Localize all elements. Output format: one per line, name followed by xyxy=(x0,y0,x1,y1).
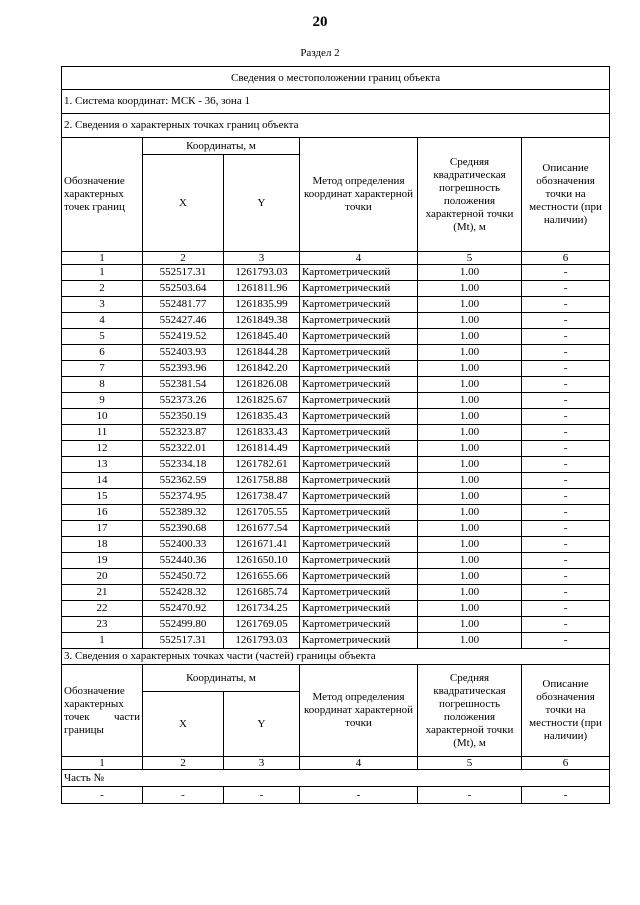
table-row xyxy=(62,329,610,345)
description: - xyxy=(522,265,610,281)
coord-x: 552373.26 xyxy=(143,393,224,409)
coord-y: 1261650.10 xyxy=(224,553,300,569)
description: - xyxy=(522,345,610,361)
description: - xyxy=(522,313,610,329)
description: - xyxy=(522,505,610,521)
s3-col-number: 6 xyxy=(522,757,610,770)
point-number: 23 xyxy=(62,617,143,633)
method: Картометрический xyxy=(300,585,418,601)
coord-x: 552322.01 xyxy=(143,441,224,457)
description: - xyxy=(522,441,610,457)
method: Картометрический xyxy=(300,265,418,281)
description: - xyxy=(522,409,610,425)
table-row xyxy=(62,553,610,569)
point-number: 15 xyxy=(62,489,143,505)
point-number: 1 xyxy=(62,265,143,281)
error: 1.00 xyxy=(418,329,522,345)
col-x-header: X xyxy=(143,155,224,252)
coord-y: 1261825.67 xyxy=(224,393,300,409)
table-row xyxy=(62,617,610,633)
coord-x: 552470.92 xyxy=(143,601,224,617)
point-number: 14 xyxy=(62,473,143,489)
description: - xyxy=(522,521,610,537)
description: - xyxy=(522,457,610,473)
col-number: 6 xyxy=(522,252,610,265)
method: Картометрический xyxy=(300,537,418,553)
s3-col-number: 1 xyxy=(62,757,143,770)
error: 1.00 xyxy=(418,425,522,441)
col-method-header: Метод определения координат характерной точки xyxy=(300,138,418,252)
method: Картометрический xyxy=(300,489,418,505)
coord-y: 1261782.61 xyxy=(224,457,300,473)
s3-col-number: 3 xyxy=(224,757,300,770)
boundary-document xyxy=(61,66,609,804)
coord-y: 1261835.99 xyxy=(224,297,300,313)
method: Картометрический xyxy=(300,361,418,377)
description: - xyxy=(522,489,610,505)
coord-y: 1261705.55 xyxy=(224,505,300,521)
col-desc-header: Описание обозначения точки на местности (при наличии) xyxy=(522,138,610,252)
error: 1.00 xyxy=(418,297,522,313)
description: - xyxy=(522,377,610,393)
col-number: 4 xyxy=(300,252,418,265)
table-row xyxy=(62,425,610,441)
coord-x: 552323.87 xyxy=(143,425,224,441)
s3-empty-cell: - xyxy=(224,787,300,804)
s3-col-number: 5 xyxy=(418,757,522,770)
col-point-header: Обозначение характерных точек границ xyxy=(62,138,143,252)
column-number-row xyxy=(62,252,610,265)
s3-column-number-row xyxy=(62,757,610,770)
section-label: Раздел 2 xyxy=(300,47,340,59)
coord-y: 1261826.08 xyxy=(224,377,300,393)
description: - xyxy=(522,553,610,569)
point-number: 13 xyxy=(62,457,143,473)
table-row xyxy=(62,585,610,601)
method: Картометрический xyxy=(300,617,418,633)
section3-heading: 3. Сведения о характерных точках части (частей) границы объекта xyxy=(62,649,610,665)
point-number: 12 xyxy=(62,441,143,457)
coord-x: 552440.36 xyxy=(143,553,224,569)
error: 1.00 xyxy=(418,265,522,281)
error: 1.00 xyxy=(418,633,522,649)
coord-y: 1261844.28 xyxy=(224,345,300,361)
s3-col-number: 2 xyxy=(143,757,224,770)
coord-y: 1261758.88 xyxy=(224,473,300,489)
table-row xyxy=(62,473,610,489)
col-y-header: Y xyxy=(224,155,300,252)
s3-col-error-header: Средняя квадратическая погрешность положения характерной точки (Mt), м xyxy=(418,665,522,757)
description: - xyxy=(522,425,610,441)
error: 1.00 xyxy=(418,601,522,617)
coord-x: 552350.19 xyxy=(143,409,224,425)
table-row xyxy=(62,313,610,329)
table-row xyxy=(62,297,610,313)
method: Картометрический xyxy=(300,441,418,457)
error: 1.00 xyxy=(418,377,522,393)
error: 1.00 xyxy=(418,489,522,505)
point-number: 6 xyxy=(62,345,143,361)
error: 1.00 xyxy=(418,553,522,569)
coord-y: 1261833.43 xyxy=(224,425,300,441)
point-number: 10 xyxy=(62,409,143,425)
method: Картометрический xyxy=(300,409,418,425)
section2-heading: 2. Сведения о характерных точках границ объекта xyxy=(62,114,610,138)
description: - xyxy=(522,473,610,489)
coord-x: 552499.80 xyxy=(143,617,224,633)
coord-x: 552334.18 xyxy=(143,457,224,473)
error: 1.00 xyxy=(418,281,522,297)
method: Картометрический xyxy=(300,329,418,345)
description: - xyxy=(522,569,610,585)
point-number: 9 xyxy=(62,393,143,409)
error: 1.00 xyxy=(418,345,522,361)
method: Картометрический xyxy=(300,297,418,313)
point-number: 4 xyxy=(62,313,143,329)
method: Картометрический xyxy=(300,313,418,329)
coord-x: 552428.32 xyxy=(143,585,224,601)
point-number: 21 xyxy=(62,585,143,601)
s3-col-y-header: Y xyxy=(224,692,300,757)
coord-y: 1261811.96 xyxy=(224,281,300,297)
table-row xyxy=(62,633,610,649)
table-row xyxy=(62,393,610,409)
method: Картометрический xyxy=(300,521,418,537)
s3-empty-row xyxy=(62,787,610,804)
point-number: 20 xyxy=(62,569,143,585)
coord-y: 1261793.03 xyxy=(224,633,300,649)
point-number: 3 xyxy=(62,297,143,313)
coord-y: 1261738.47 xyxy=(224,489,300,505)
error: 1.00 xyxy=(418,473,522,489)
s3-col-x-header: X xyxy=(143,692,224,757)
coordinate-system: 1. Система координат: МСК - 36, зона 1 xyxy=(62,90,610,114)
s3-empty-cell: - xyxy=(418,787,522,804)
method: Картометрический xyxy=(300,457,418,473)
coord-x: 552503.64 xyxy=(143,281,224,297)
point-number: 5 xyxy=(62,329,143,345)
method: Картометрический xyxy=(300,377,418,393)
s3-empty-cell: - xyxy=(300,787,418,804)
coord-y: 1261849.38 xyxy=(224,313,300,329)
description: - xyxy=(522,537,610,553)
method: Картометрический xyxy=(300,553,418,569)
description: - xyxy=(522,297,610,313)
table-row xyxy=(62,537,610,553)
table-row xyxy=(62,521,610,537)
table-row xyxy=(62,377,610,393)
method: Картометрический xyxy=(300,345,418,361)
point-number: 18 xyxy=(62,537,143,553)
error: 1.00 xyxy=(418,313,522,329)
table-title: Сведения о местоположении границ объекта xyxy=(62,67,610,90)
coord-x: 552381.54 xyxy=(143,377,224,393)
s3-col-number: 4 xyxy=(300,757,418,770)
coord-y: 1261814.49 xyxy=(224,441,300,457)
table-row xyxy=(62,361,610,377)
table-row xyxy=(62,345,610,361)
error: 1.00 xyxy=(418,617,522,633)
error: 1.00 xyxy=(418,521,522,537)
coord-y: 1261655.66 xyxy=(224,569,300,585)
coord-y: 1261793.03 xyxy=(224,265,300,281)
coord-y: 1261842.20 xyxy=(224,361,300,377)
coord-y: 1261677.54 xyxy=(224,521,300,537)
point-number: 11 xyxy=(62,425,143,441)
s3-empty-cell: - xyxy=(522,787,610,804)
table-row xyxy=(62,265,610,281)
table-row xyxy=(62,601,610,617)
coord-x: 552393.96 xyxy=(143,361,224,377)
method: Картометрический xyxy=(300,601,418,617)
description: - xyxy=(522,281,610,297)
description: - xyxy=(522,633,610,649)
error: 1.00 xyxy=(418,585,522,601)
description: - xyxy=(522,329,610,345)
coord-x: 552390.68 xyxy=(143,521,224,537)
error: 1.00 xyxy=(418,393,522,409)
col-coords-header: Координаты, м xyxy=(143,138,300,155)
coord-y: 1261671.41 xyxy=(224,537,300,553)
col-number: 1 xyxy=(62,252,143,265)
method: Картометрический xyxy=(300,633,418,649)
method: Картометрический xyxy=(300,505,418,521)
point-number: 2 xyxy=(62,281,143,297)
coord-y: 1261769.05 xyxy=(224,617,300,633)
method: Картометрический xyxy=(300,393,418,409)
coord-y: 1261685.74 xyxy=(224,585,300,601)
col-number: 3 xyxy=(224,252,300,265)
description: - xyxy=(522,617,610,633)
s3-col-method-header: Метод определения координат характерной точки xyxy=(300,665,418,757)
coord-x: 552400.33 xyxy=(143,537,224,553)
col-error-header: Средняя квадратическая погрешность положения характерной точки (Mt), м xyxy=(418,138,522,252)
error: 1.00 xyxy=(418,361,522,377)
error: 1.00 xyxy=(418,441,522,457)
s3-col-point-header: Обозначение характерных точек части границы xyxy=(62,665,143,757)
coord-x: 552517.31 xyxy=(143,265,224,281)
table-row xyxy=(62,441,610,457)
coord-y: 1261835.43 xyxy=(224,409,300,425)
point-number: 1 xyxy=(62,633,143,649)
table-row xyxy=(62,569,610,585)
error: 1.00 xyxy=(418,409,522,425)
error: 1.00 xyxy=(418,457,522,473)
method: Картометрический xyxy=(300,425,418,441)
col-number: 2 xyxy=(143,252,224,265)
point-number: 7 xyxy=(62,361,143,377)
coord-x: 552517.31 xyxy=(143,633,224,649)
error: 1.00 xyxy=(418,537,522,553)
point-number: 22 xyxy=(62,601,143,617)
s3-col-desc-header: Описание обозначения точки на местности (при наличии) xyxy=(522,665,610,757)
coord-x: 552419.52 xyxy=(143,329,224,345)
description: - xyxy=(522,393,610,409)
method: Картометрический xyxy=(300,473,418,489)
coord-x: 552362.59 xyxy=(143,473,224,489)
table-row xyxy=(62,489,610,505)
coord-y: 1261845.40 xyxy=(224,329,300,345)
table-row xyxy=(62,409,610,425)
point-number: 19 xyxy=(62,553,143,569)
coord-x: 552427.46 xyxy=(143,313,224,329)
coord-y: 1261734.25 xyxy=(224,601,300,617)
method: Картометрический xyxy=(300,569,418,585)
s3-col-coords-header: Координаты, м xyxy=(143,665,300,692)
error: 1.00 xyxy=(418,505,522,521)
coord-x: 552389.32 xyxy=(143,505,224,521)
point-number: 8 xyxy=(62,377,143,393)
table-row xyxy=(62,505,610,521)
description: - xyxy=(522,585,610,601)
point-number: 17 xyxy=(62,521,143,537)
boundary-table xyxy=(61,66,610,804)
table-row xyxy=(62,457,610,473)
coord-x: 552374.95 xyxy=(143,489,224,505)
page-number: 20 xyxy=(312,14,328,30)
coord-x: 552403.93 xyxy=(143,345,224,361)
error: 1.00 xyxy=(418,569,522,585)
s3-empty-cell: - xyxy=(62,787,143,804)
coord-x: 552481.77 xyxy=(143,297,224,313)
method: Картометрический xyxy=(300,281,418,297)
point-number: 16 xyxy=(62,505,143,521)
part-label: Часть № xyxy=(62,770,610,787)
coord-x: 552450.72 xyxy=(143,569,224,585)
description: - xyxy=(522,361,610,377)
s3-empty-cell: - xyxy=(143,787,224,804)
table-row xyxy=(62,281,610,297)
description: - xyxy=(522,601,610,617)
col-number: 5 xyxy=(418,252,522,265)
